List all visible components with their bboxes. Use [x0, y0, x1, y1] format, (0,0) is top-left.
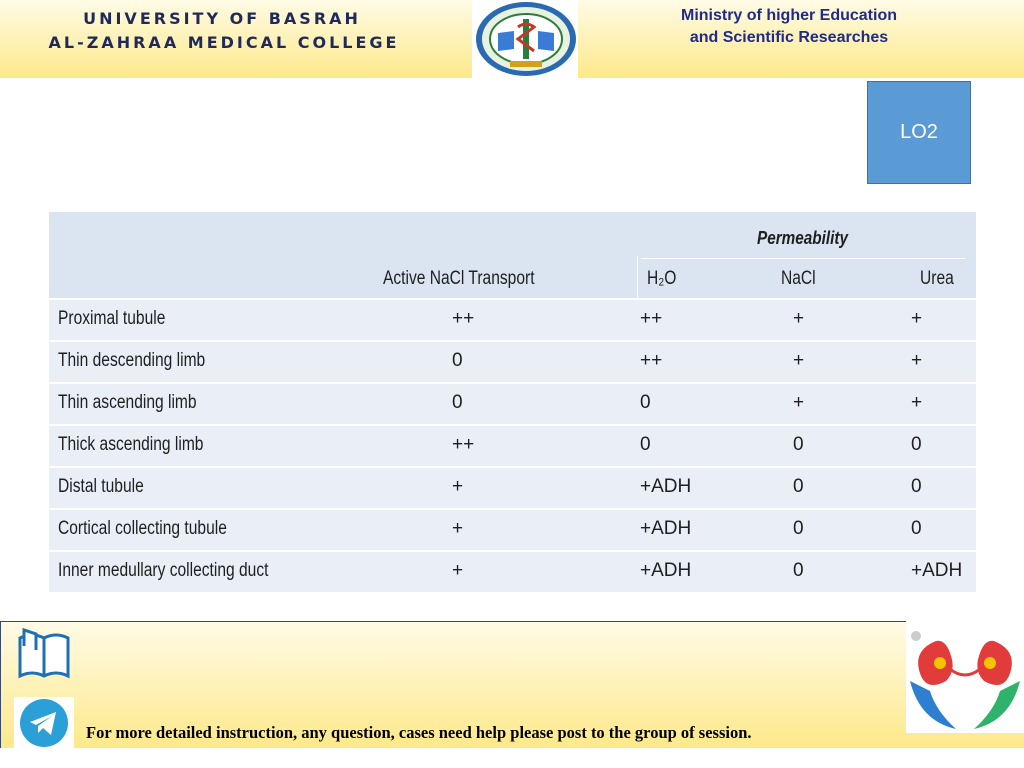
h2o-value: +ADH	[640, 560, 692, 581]
ministry-name: Ministry of higher Education	[680, 7, 897, 24]
nacl-value: 0	[793, 518, 804, 539]
table-row	[49, 342, 976, 382]
column-header-urea: Urea	[920, 268, 954, 289]
college-name: AL-ZAHRAA MEDICAL COLLEGE	[48, 33, 400, 52]
ministry-subtitle: and Scientific Researches	[689, 29, 889, 46]
table-row	[49, 300, 976, 340]
table-row	[49, 468, 976, 508]
group-header-divider	[641, 258, 965, 259]
nacl-value: 0	[793, 476, 804, 497]
table-header	[49, 212, 976, 298]
column-header-nacl: NaCl	[781, 268, 816, 289]
column-header-h2o: H₂O	[647, 268, 677, 289]
urea-value: 0	[911, 518, 922, 539]
nacl-value: 0	[793, 560, 804, 581]
urea-value: +	[911, 392, 923, 413]
nacl-transport-value: 0	[452, 392, 463, 413]
column-header-active-nacl: Active NaCl Transport	[383, 268, 535, 289]
h2o-value: 0	[640, 434, 651, 455]
permeability-table	[49, 212, 976, 589]
column-divider	[637, 256, 638, 298]
segment-name: Inner medullary collecting duct	[58, 560, 269, 581]
header-right-panel	[578, 0, 1024, 78]
h2o-value: ++	[640, 350, 663, 371]
urea-value: +	[911, 350, 923, 371]
segment-name: Proximal tubule	[58, 308, 166, 329]
table-row	[49, 426, 976, 466]
nacl-value: 0	[793, 434, 804, 455]
table-row	[49, 552, 976, 592]
footer-instruction-text: For more detailed instruction, any question, cases need help please post to the group of session.	[86, 723, 752, 742]
nacl-value: +	[793, 350, 805, 371]
table-row	[49, 384, 976, 424]
telegram-icon[interactable]	[14, 697, 74, 749]
nacl-transport-value: ++	[452, 434, 475, 455]
segment-name: Distal tubule	[58, 476, 144, 497]
learning-objective-badge: LO2	[867, 81, 971, 184]
nacl-transport-value: +	[452, 518, 464, 539]
segment-name: Cortical collecting tubule	[58, 518, 227, 539]
urea-value: 0	[911, 434, 922, 455]
nacl-transport-value: +	[452, 476, 464, 497]
university-name: UNIVERSITY OF BASRAH	[83, 9, 361, 28]
segment-name: Thin descending limb	[58, 350, 206, 371]
kidney-hands-icon	[906, 621, 1024, 733]
nacl-value: +	[793, 392, 805, 413]
urea-value: +	[911, 308, 923, 329]
nacl-transport-value: +	[452, 560, 464, 581]
h2o-value: 0	[640, 392, 651, 413]
header-left-panel	[0, 0, 472, 78]
nacl-transport-value: 0	[452, 350, 463, 371]
nacl-value: +	[793, 308, 805, 329]
book-icon[interactable]	[14, 626, 74, 684]
urea-value: +ADH	[911, 560, 963, 581]
segment-name: Thin ascending limb	[58, 392, 197, 413]
nacl-transport-value: ++	[452, 308, 475, 329]
table-row	[49, 510, 976, 550]
urea-value: 0	[911, 476, 922, 497]
college-seal-icon	[474, 1, 578, 77]
h2o-value: ++	[640, 308, 663, 329]
h2o-value: +ADH	[640, 518, 692, 539]
h2o-value: +ADH	[640, 476, 692, 497]
permeability-group-header: Permeability	[757, 228, 849, 248]
segment-name: Thick ascending limb	[58, 434, 204, 455]
